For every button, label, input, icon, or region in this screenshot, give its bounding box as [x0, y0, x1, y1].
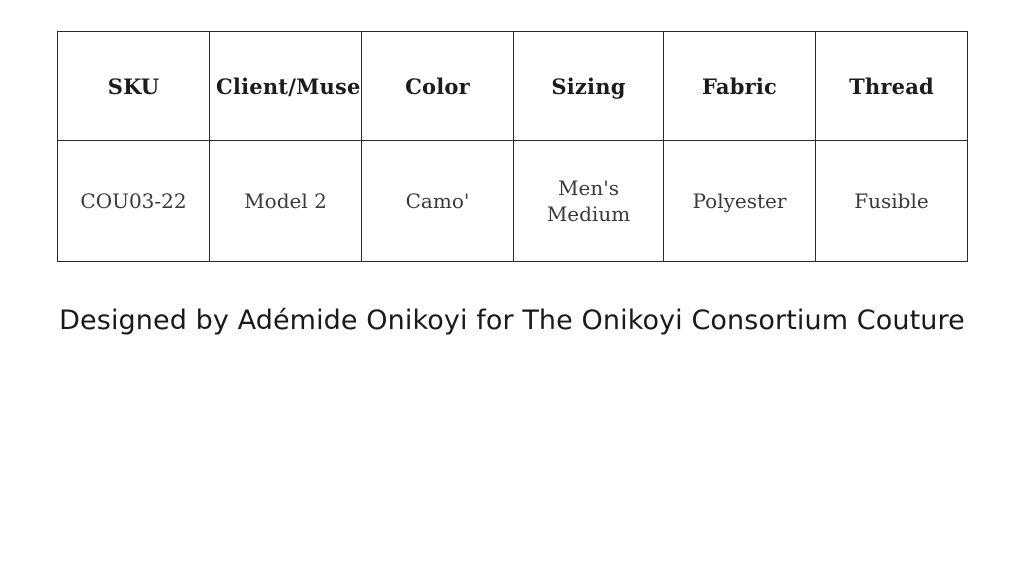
- cell-fabric: Polyester: [664, 141, 816, 262]
- cell-sizing-line-2: Medium: [546, 202, 631, 226]
- cell-sku: COU03-22: [58, 141, 210, 262]
- column-header-thread: Thread: [816, 32, 968, 141]
- cell-client-muse: Model 2: [210, 141, 362, 262]
- table-row: [58, 141, 968, 262]
- cell-thread: Fusible: [816, 141, 968, 262]
- cell-sizing-line-1: Men's: [558, 176, 619, 200]
- column-header-color: Color: [362, 32, 514, 141]
- cell-sizing: [514, 141, 664, 262]
- column-header-sku: SKU: [58, 32, 210, 141]
- garment-spec-table: [57, 31, 968, 262]
- designer-credit: Designed by Adémide Onikoyi for The Onikoyi Consortium Couture: [59, 305, 965, 336]
- column-header-fabric: Fabric: [664, 32, 816, 141]
- column-header-sizing: Sizing: [514, 32, 664, 141]
- column-header-client-muse: Client/Muse: [210, 32, 362, 141]
- cell-color: Camo': [362, 141, 514, 262]
- table-header-row: [58, 32, 968, 141]
